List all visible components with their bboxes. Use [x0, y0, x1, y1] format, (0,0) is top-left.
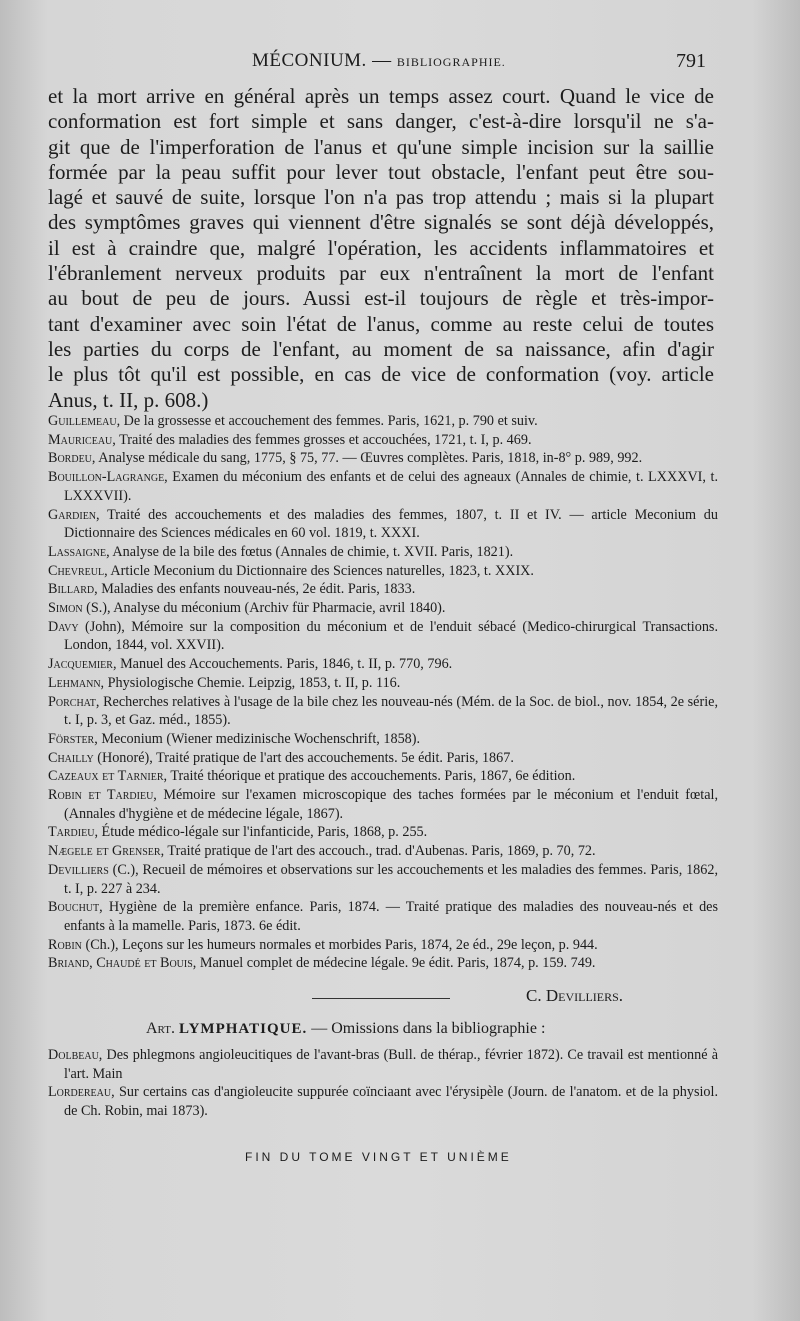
entry-text: Meconium (Wiener medizinische Wochenschrift, 1858).: [97, 730, 421, 747]
entry-author: Mauriceau,: [48, 431, 116, 448]
entry-author: Cazeaux et Tarnier,: [48, 768, 168, 785]
bibliography-entry: [48, 412, 718, 431]
bibliography-entry: [48, 730, 718, 749]
bibliography-entry: [48, 655, 718, 674]
entry-author: Bouchut,: [48, 899, 103, 916]
entry-text: (C.), Recueil de mémoires et observations sur les accouchements et les maladies des femmes. Paris, 1862, t. I, p. 227 à 234.: [64, 861, 718, 897]
entry-author: Chevreul,: [48, 562, 108, 579]
entry-author: Bordeu,: [48, 450, 96, 467]
entry-text: Traité théorique et pratique des accouchements. Paris, 1867, 6e édition.: [167, 768, 576, 785]
body-paragraph: [48, 84, 714, 413]
running-header: [0, 46, 800, 76]
entry-author: Tardieu,: [48, 824, 98, 841]
entry-author: Briand, Chaudé et Bouis,: [48, 955, 197, 972]
bibliography-entry: [48, 599, 718, 618]
page-number: 791: [676, 50, 706, 72]
entry-text: Manuel des Accouchements. Paris, 1846, t. II, p. 770, 796.: [116, 656, 453, 673]
header-section: BIBLIOGRAPHIE.: [396, 55, 506, 69]
article-prefix: Art.: [146, 1020, 175, 1037]
body-line: lagé et sauvé de suite, lorsque l'on n'a pas trop attendu ; mais si la plupart: [48, 185, 714, 210]
entry-text: Recherches relatives à l'usage de la bile chez les nouveau-nés (Mém. de la Soc. de biol., nov. 1854, 2e série, t. I, p. 3, et Gaz. méd., 1855).: [64, 693, 718, 729]
bibliography-list: [48, 412, 718, 973]
entry-author: Billard,: [48, 581, 98, 598]
entry-author: Porchat,: [48, 693, 100, 710]
entry-text: Sur certains cas d'angioleucite suppurée coïnciaant avec l'érysipèle (Journ. de l'anatom. et de la physiol. de Ch. Robin, mai 1873).: [64, 1084, 718, 1120]
entry-author: Dolbeau,: [48, 1047, 103, 1063]
entry-author: Förster,: [48, 730, 98, 747]
body-line: l'ébranlement nerveux produits par eux n'entraînent la mort de l'enfant: [48, 261, 714, 286]
entry-text: Mémoire sur l'examen microscopique des taches formées par le méconium et l'enduit fœtal, (Annales d'hygiène et de médecine légale, 1867).: [64, 787, 718, 822]
bibliography-entry: [48, 767, 718, 786]
header-separator: —: [372, 50, 392, 71]
bibliography-entry: [48, 786, 718, 823]
article-heading: [146, 1020, 545, 1038]
entry-text: Traité des maladies des femmes grosses et accouchées, 1721, t. I, p. 469.: [115, 431, 532, 448]
entry-author: Jacquemier,: [48, 656, 117, 673]
bibliography-entry: [48, 562, 718, 581]
body-line: tant d'examiner avec soin l'état de l'anus, comme au reste celui de toutes: [48, 311, 714, 336]
entry-author: Gardien,: [48, 506, 100, 523]
body-line: le plus tôt qu'il est possible, en cas de vice de conformation (voy. article: [48, 362, 714, 387]
article-name: LYMPHATIQUE.: [178, 1021, 308, 1037]
entry-text: Traité des accouchements et des maladies des femmes, 1807, t. II et IV. — article Meconium du Dictionnaire des Sciences médicales en 60 vol. 1819, t. XXXI.: [64, 506, 718, 542]
entry-text: Hygiène de la première enfance. Paris, 1874. — Traité pratique des maladies des nouveau-nés et des enfants à la mamelle. Paris, 1873. 6e édit.: [64, 899, 718, 934]
bibliography-entry: [48, 431, 718, 450]
bibliography-entry: [48, 674, 718, 693]
entry-text: Analyse médicale du sang, 1775, § 75, 77. — Œuvres complètes. Paris, 1818, in-8° p. 989, 992.: [95, 450, 643, 467]
entry-author: Bouillon-Lagrange,: [48, 469, 168, 486]
entry-text: (S.), Analyse du méconium (Archiv für Pharmacie, avril 1840).: [82, 600, 446, 617]
entry-text: De la grossesse et accouchement des femmes. Paris, 1621, p. 790 et suiv.: [120, 413, 538, 429]
body-line: les parties du corps de l'enfant, au moment de sa naissance, afin d'agir: [48, 336, 714, 361]
body-line: et la mort arrive en général après un temps assez court. Quand le vice de: [48, 84, 714, 108]
entry-text: Examen du méconium des enfants et de celui des agneaux (Annales de chimie, t. LXXXVI, t. LXXXVII).: [64, 469, 718, 504]
omissions-list: [48, 1046, 718, 1121]
bibliography-entry: [48, 954, 718, 973]
entry-author: Lordereau,: [48, 1084, 115, 1101]
author-signature: C. Devilliers.: [526, 986, 624, 1005]
header-title: MÉCONIUM.: [252, 50, 367, 71]
body-line: conformation est fort simple et sans danger, c'est-à-dire lorsqu'il ne s'a-: [48, 109, 714, 134]
entry-author: Lehmann,: [48, 674, 105, 691]
bibliography-entry: [48, 449, 718, 468]
entry-author: Devilliers: [48, 861, 109, 878]
body-line: au bout de peu de jours. Aussi est-il toujours de règle et très-impor-: [48, 286, 714, 311]
body-line: Anus, t. II, p. 608.): [48, 387, 209, 412]
entry-text: Manuel complet de médecine légale. 9e édit. Paris, 1874, p. 159. 749.: [196, 955, 596, 972]
bibliography-entry: [48, 749, 718, 768]
bibliography-entry: [48, 580, 718, 599]
bibliography-entry: [48, 936, 718, 955]
body-line: il est à craindre que, malgré l'opération, les accidents inflammatoires et: [48, 235, 714, 260]
bibliography-entry: [48, 693, 718, 730]
entry-author: Davy: [48, 618, 79, 635]
bibliography-entry: [48, 1083, 718, 1120]
entry-text: (John), Mémoire sur la composition du méconium et de l'enduit sébacé (Medico-chirurgical Transactions. London, 1844, vol. XXVII).: [64, 618, 718, 654]
bibliography-entry: [48, 1046, 718, 1083]
bibliography-entry: [48, 842, 718, 861]
bibliography-entry: [48, 861, 718, 898]
body-line: des symptômes graves qui viennent d'être signalés se sont déjà développés,: [48, 210, 714, 235]
entry-text: Physiologische Chemie. Leipzig, 1853, t. II, p. 116.: [104, 674, 401, 691]
article-subtitle: — Omissions dans la bibliographie :: [311, 1020, 546, 1037]
entry-author: Guillemeau,: [48, 413, 121, 429]
bibliography-entry: [48, 898, 718, 935]
body-line: formée par la peau suffit pour lever tout obstacle, l'enfant peut être sou-: [48, 159, 714, 184]
bibliography-entry: [48, 543, 718, 562]
bibliography-entry: [48, 823, 718, 842]
entry-text: Article Meconium du Dictionnaire des Sciences naturelles, 1823, t. XXIX.: [107, 562, 534, 579]
entry-text: (Honoré), Traité pratique de l'art des accouchements. 5e édit. Paris, 1867.: [93, 749, 514, 766]
entry-text: Étude médico-légale sur l'infanticide, Paris, 1868, p. 255.: [98, 824, 428, 841]
bibliography-entry: [48, 506, 718, 543]
volume-end-note: FIN DU TOME VINGT ET UNIÈME: [245, 1150, 512, 1164]
entry-author: Robin: [48, 936, 82, 953]
entry-author: Simon: [48, 600, 83, 617]
entry-author: Lassaigne,: [48, 543, 110, 560]
bibliography-entry: [48, 468, 718, 505]
entry-author: Robin et Tardieu,: [48, 787, 157, 804]
entry-author: Chailly: [48, 749, 94, 766]
entry-text: Traité pratique de l'art des accouch., trad. d'Aubenas. Paris, 1869, p. 70, 72.: [164, 843, 596, 860]
entry-text: Des phlegmons angioleucitiques de l'avant-bras (Bull. de thérap., février 1872). Ce travail est mentionné à l'art. Main: [64, 1047, 718, 1082]
entry-author: Nægele et Grenser,: [48, 843, 165, 860]
running-title: [252, 50, 506, 72]
bibliography-entry: [48, 618, 718, 655]
entry-text: (Ch.), Leçons sur les humeurs normales et morbides Paris, 1874, 2e éd., 29e leçon, p. 944.: [81, 936, 598, 953]
signature-row: [0, 986, 800, 1008]
body-line: git que de l'imperforation de l'anus et qu'une simple incision sur la saillie: [48, 134, 714, 159]
signature-rule: [312, 998, 450, 999]
entry-text: Maladies des enfants nouveau-nés, 2e édit. Paris, 1833.: [97, 581, 416, 598]
entry-text: Analyse de la bile des fœtus (Annales de chimie, t. XVII. Paris, 1821).: [109, 543, 514, 560]
